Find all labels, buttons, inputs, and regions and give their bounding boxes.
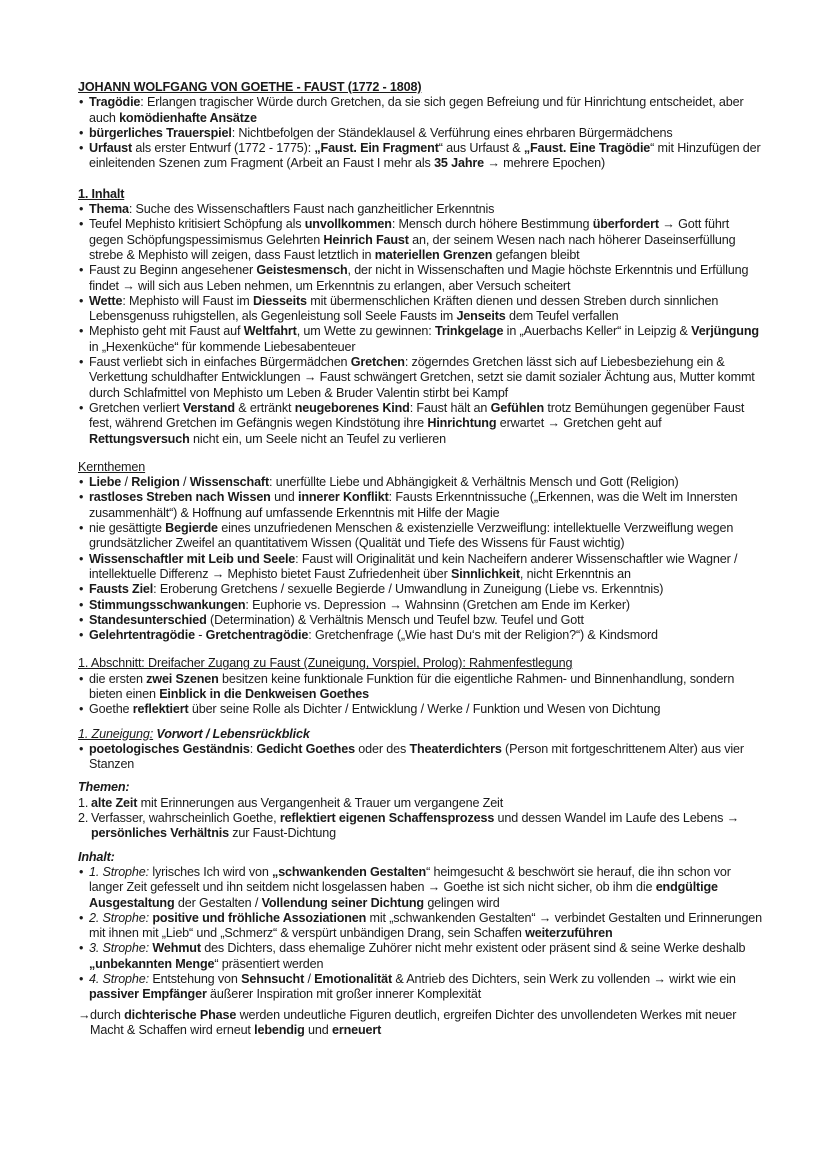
bullet-icon: • [79,551,84,566]
text-run: erwartet → Gretchen geht auf [496,416,662,431]
bullet-icon: • [79,400,84,415]
text-run: reflektiert eigenen Schaffensprozess [279,811,495,826]
text-run: (Person mit fortgeschrittenem Alter) aus vier Stanzen [89,741,744,772]
section-heading [78,850,762,865]
text-run: Goethe [89,702,133,717]
bullet-icon: • [79,612,84,627]
text-run: nicht ein, um Seele nicht an Teufel zu verlieren [189,431,446,446]
text-run: Rettungsversuch [89,431,190,446]
text-run: Jenseits [456,309,506,324]
text-run: Sinnlichkeit [450,566,520,581]
bullet-icon: • [79,125,84,140]
text-run: , der nicht in Wissenschaften und Magie höchste Erkenntnis und Erfüllung findet → will sich aus Leben nehmen, um Erkenntnis zu erlangen, aber Versuch scheitert [89,263,749,293]
text-run: Einblick in die Denkweisen Goethes [159,686,369,701]
bullet-icon: • [79,741,84,756]
text-run: / [304,972,315,987]
text-run: des Dichters, dass ehemalige Zuhörer nicht mehr existent oder präsent sind & seine Werke deshalb [200,941,746,956]
text-run: an, der seinem Wesen nach nach höherer Daseinserfüllung strebe & Mephisto will zeigen, dass Faust letztlich in [89,232,736,262]
text-run: Religion [131,475,180,490]
text-run: “ heimgesucht & beschwört sie herauf, die ihn schon vor langer Zeit gefesselt und ihn seitdem nicht losgelassen haben → Goethe ist sich nicht sicher, ob ihm die [89,864,731,895]
list-item [78,598,762,613]
text-run: Wette [89,293,123,308]
text-run: erneuert [331,1022,382,1037]
text-run: : Euphorie vs. Depression → Wahnsinn (Gretchen am Ende im Kerker) [245,597,630,612]
text-run: Gretchen [350,355,405,370]
list-item [78,613,762,628]
text-run: innerer Konflikt [297,490,389,505]
list-item [78,95,762,126]
text-run: Fausts Ziel [89,582,154,597]
text-run: Themen: [78,780,130,795]
text-run: positive und fröhliche Assoziationen [152,910,367,925]
document-page [78,80,762,1038]
bullet-list [78,672,762,718]
text-run: Vorwort / Lebensrückblick [153,726,310,741]
section-heading [78,460,762,475]
text-run: neugeborenes Kind [294,400,410,415]
text-run: dem Teufel verfallen [505,309,619,324]
text-run: Verjüngung [691,324,759,339]
text-run: : zögerndes Gretchen lässt sich auf Liebesbeziehung ein & Verkettung schuldhafter Entwicklungen → Faust schwängert Gretchen, setzt sie damit sozialer Ächtung aus, Mutter kommt durch Schlafmittel von Mephisto um Leben & Bruder Valentin stirbt bei Kampf [89,355,755,400]
bullet-list [78,865,762,1003]
text-run: Faust zu Beginn angesehener [89,263,257,278]
text-run: besitzen keine funktionale Funktion für die eigentliche Rahmen- und Binnenhandlung, sondern bieten einen [89,671,735,701]
text-run: Trinkgelage [434,324,504,339]
bullet-icon: • [79,972,84,987]
bullet-icon: • [79,597,84,612]
list-item [78,628,762,643]
text-run: 4. Strophe: [89,972,149,987]
list-item [78,217,762,263]
list-item [78,796,762,811]
bullet-list [78,202,762,447]
text-run: und dessen Wandel im Laufe des Lebens → [494,811,740,826]
text-run: mit „schwankenden Gestalten“ → verbindet Gestalten und Erinnerungen mit ihnen mit „Lieb“ und „Schmerz“ & verspürt unbändigen Drang, sein Schaffen [89,910,763,941]
text-run: eines unzufriedenen Menschen & existenzielle Verzweiflung: intellektuelle Verzweiflung wegen grundsätzlicher Zweifel an quantitativem Wissen (Qualität und Tiefe des Wissens für Faust wichtig) [89,521,734,551]
list-item [78,1008,762,1039]
bullet-icon: • [79,293,84,308]
bullet-icon: • [79,628,84,643]
bullet-icon: • [79,355,84,370]
section-heading [78,727,762,742]
bullet-icon: • [79,702,84,717]
bullet-list [78,95,762,171]
text-run: bürgerliches Trauerspiel [89,125,232,140]
text-run: zwei Szenen [146,671,219,686]
text-run: endgültige Ausgestaltung [89,880,718,910]
text-run: die ersten [89,671,147,686]
text-run: : Fausts Erkenntnissuche („Erkennen, was die Welt im Innersten zusammenhält“) & Hoffnung auf umfassende Erkenntnis mit Hilfe der Magie [89,490,738,520]
text-run: Heinrich Faust [323,232,409,247]
bullet-icon: • [79,324,84,339]
bullet-icon: • [79,910,84,925]
bullet-icon: • [79,864,84,879]
text-run: & ertränkt [234,400,295,415]
text-run: zur Faust-Dichtung [228,826,336,841]
text-run: Wissenschaftler mit Leib und Seele [89,551,296,566]
text-run: persönliches Verhältnis [91,826,229,841]
text-run: 1. Zuneigung: [78,726,154,741]
text-run: gefangen bleibt [492,247,580,262]
list-item [78,294,762,325]
text-run: in „Hexenküche“ für kommende Liebesabenteuer [89,339,356,354]
text-run: unvollkommen [304,217,392,232]
bullet-icon: • [79,582,84,597]
list-item [78,263,762,294]
text-run: „schwankenden Gestalten [272,864,427,879]
item-number: 2. [78,811,89,826]
text-run: Standesunterschied [89,612,207,627]
list-item [78,811,762,842]
text-run: lebendig [254,1022,305,1037]
section-heading [78,656,762,671]
text-run: Weltfahrt [243,324,297,339]
list-item [78,702,762,717]
text-run: nie gesättigte [89,521,166,536]
text-run: äußerer Inspiration mit großer innerer Komplexität [206,987,482,1002]
text-run: alte Zeit [91,795,138,810]
text-run: 1. Abschnitt: Dreifacher Zugang zu Faust (Zuneigung, Vorspiel, Prolog): Rahmenfestlegung [78,656,573,671]
text-run: Gefühlen [490,400,544,415]
text-run: Geistesmensch [256,263,348,278]
text-run: Emotionalität [314,972,392,987]
text-run: Verfasser, wahrscheinlich Goethe, [91,811,280,826]
text-run: : Mensch durch höhere Bestimmung [391,217,593,232]
section-heading [78,780,762,795]
text-run: Gretchentragödie [205,628,309,643]
bullet-icon: • [79,521,84,536]
text-run: : Mephisto will Faust im [122,293,253,308]
bullet-icon: • [79,941,84,956]
text-run: : Faust hält an [409,400,491,415]
text-run: „unbekannten Menge [89,956,215,971]
list-item [78,126,762,141]
list-item [78,582,762,597]
text-run: werden undeutliche Figuren deutlich, ergreifen Dichter des unvollendeten Werkes mit neuer Macht & Schaffen wird erneut [90,1007,737,1037]
text-run: durch [90,1007,125,1022]
list-item [78,202,762,217]
text-run: , um Wette zu gewinnen: [296,324,435,339]
bullet-icon: • [79,263,84,278]
text-run: oder des [354,741,410,756]
text-run: / [121,475,132,490]
text-run: : [249,741,257,756]
section-heading [78,187,762,202]
text-run: Faust verliebt sich in einfaches Bürgermädchen [89,355,351,370]
text-run: “ aus Urfaust & [438,141,524,156]
list-item [78,401,762,447]
list-item [78,355,762,401]
text-run: als erster Entwurf (1772 - 1775): [132,141,315,156]
text-run: 2. Strophe: [89,910,149,925]
text-run: Liebe [89,475,122,490]
text-run: Verstand [182,400,235,415]
text-run: poetologisches Geständnis [89,741,250,756]
list-item [78,521,762,552]
text-run: der Gestalten / [174,895,262,910]
text-run: - [194,628,206,643]
text-run: Stimmungsschwankungen [89,597,246,612]
text-run: “ mit Hinzufügen der einleitenden Szenen zum Fragment (Arbeit an Faust I mehr als [89,141,761,171]
list-item [78,324,762,355]
text-run: Theaterdichters [409,741,502,756]
text-run: Gelehrtentragödie [89,628,195,643]
bullet-list [78,742,762,773]
text-run: , nicht Erkenntnis an [519,566,631,581]
text-run: über seine Rolle als Dichter / Entwicklung / Werke / Funktion und Wesen von Dichtung [188,702,661,717]
text-run: trotz Bemühungen gegenüber Faust fest, während Gretchen im Gefängnis wegen Kindstötung ihre [89,400,745,431]
text-run: „Faust. Ein Fragment [314,141,439,156]
text-run: in „Auerbachs Keller“ in Leipzig & [503,324,692,339]
text-run: Wissenschaft [189,475,270,490]
text-run: Gretchen verliert [89,400,183,415]
bullet-icon: • [79,217,84,232]
text-run: 35 Jahre [434,156,484,171]
text-run: passiver Empfänger [89,987,207,1002]
list-item [78,475,762,490]
list-item [78,552,762,583]
text-run: materiellen Grenzen [374,247,493,262]
list-item [78,865,762,911]
bullet-icon: • [79,141,84,156]
text-run: : Suche des Wissenschaftlers Faust nach ganzheitlicher Erkenntnis [128,202,495,217]
text-run: : unerfüllte Liebe und Abhängigkeit & Verhältnis Mensch und Gott (Religion) [269,475,679,490]
list-item [78,490,762,521]
text-run: : Gretchenfrage („Wie hast Du‘s mit der Religion?“) & Kindsmord [308,628,658,643]
bullet-icon: • [79,202,84,217]
item-number: 1. [78,795,89,810]
text-run: Inhalt: [78,849,115,864]
document-title [78,80,762,95]
text-run: mit Erinnerungen aus Vergangenheit & Trauer um vergangene Zeit [137,795,504,810]
bullet-list [78,475,762,643]
text-run: & Antrieb des Dichters, sein Werk zu vollenden → wirkt wie ein [392,972,736,987]
list-item [78,972,762,1003]
list-item [78,141,762,172]
text-run: 3. Strophe: [89,941,149,956]
text-run: → Gott führt gegen Schöpfungspessimismus Gelehrten [89,217,730,247]
text-run: / [179,475,190,490]
text-run: überfordert [592,217,659,232]
text-run: und [304,1022,332,1037]
bullet-icon: • [79,490,84,505]
text-run: rastloses Streben nach Wissen [89,490,271,505]
text-run: „Faust. Eine Tragödie [523,141,651,156]
text-run: JOHANN WOLFGANG VON GOETHE - FAUST (1772 - 1808) [78,80,422,94]
text-run: Diesseits [252,293,307,308]
text-run: Teufel Mephisto kritisiert Schöpfung als [89,217,305,232]
text-run: Urfaust [89,141,133,156]
bullet-icon: • [79,95,84,110]
text-run: → mehrere Epochen) [483,156,606,171]
text-run: : Eroberung Gretchens / sexuelle Begierde / Umwandlung in Zuneigung (Liebe vs. Erkenntnis) [153,582,664,597]
list-item [78,911,762,942]
text-run: “ präsentiert werden [214,956,324,971]
text-run: : Nichtbefolgen der Ständeklausel & Verführung eines ehrbaren Bürgermädchens [231,125,673,140]
conclusion [78,1008,762,1039]
text-run: : Faust will Originalität und kein Nacheifern anderer Wissenschaftler wie Wagner / intellektuelle Differenz → Mephisto bietet Faust Zufriedenheit über [89,551,738,581]
text-run: und [270,490,298,505]
text-run: Sehnsucht [241,972,305,987]
text-run: gelingen wird [423,895,500,910]
text-run: lyrisches Ich wird von [148,864,273,879]
bullet-icon: • [79,671,84,686]
text-run: Vollendung seiner Dichtung [261,895,424,910]
text-run: dichterische Phase [124,1007,237,1022]
text-run: Hinrichtung [427,416,497,431]
text-run: Tragödie [89,95,141,110]
text-run: Mephisto geht mit Faust auf [89,324,244,339]
text-run: weiterzuführen [525,926,613,941]
text-run: reflektiert [132,702,189,717]
text-run: Kernthemen [78,459,146,474]
text-run: Gedicht Goethes [256,741,355,756]
text-run: (Determination) & Verhältnis Mensch und Teufel bzw. Teufel und Gott [206,612,584,627]
list-item [78,672,762,703]
text-run: komödienhafte Ansätze [119,110,257,125]
text-run: Begierde [165,521,218,536]
list-item [78,742,762,773]
list-item [78,941,762,972]
arrow-icon: → [78,1007,91,1022]
text-run: 1. Inhalt [78,186,125,201]
bullet-icon: • [79,475,84,490]
text-run: 1. Strophe: [89,864,149,879]
text-run: Thema [89,202,129,217]
text-run: Entstehung von [148,972,242,987]
text-run: : Erlangen tragischer Würde durch Gretchen, da sie sich gegen Befreiung und für Hinrichtung entscheidet, aber auch [89,95,744,125]
numbered-list [78,796,762,842]
text-run: Wehmut [152,941,201,956]
text-run: mit übermenschlichen Kräften dienen und dessen Streben durch sinnlichen Lebensgenuss ruhigstellen, als Gegenleistung soll Seele Fausts im [89,293,719,324]
